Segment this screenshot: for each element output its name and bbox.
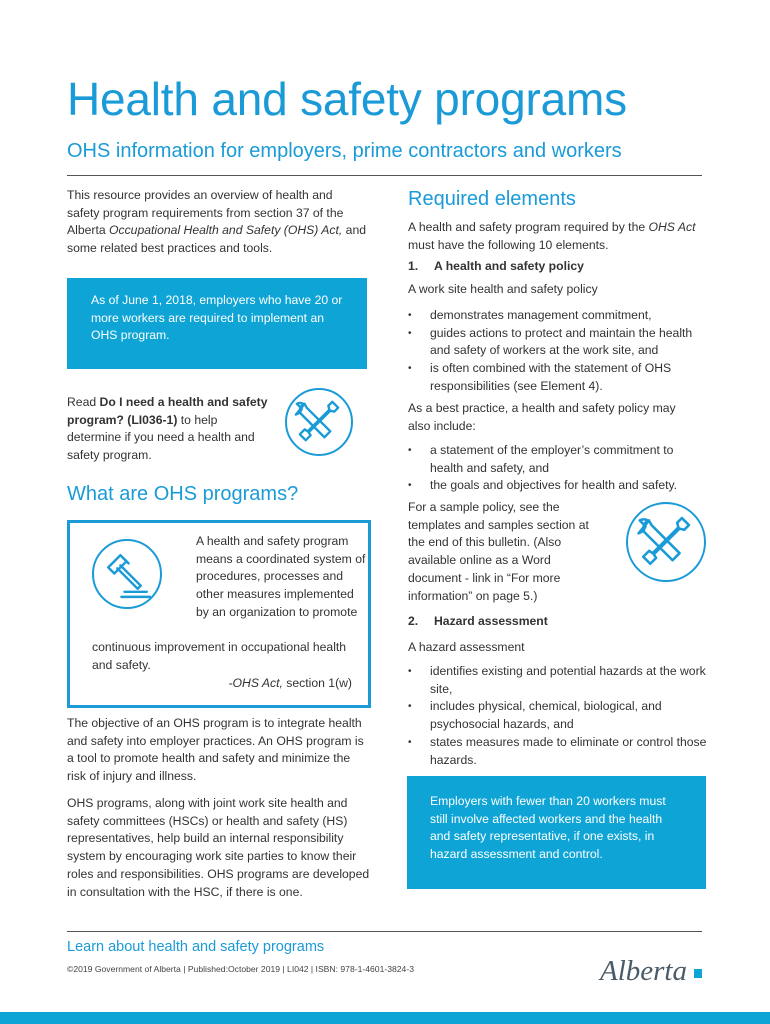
tools-icon bbox=[285, 388, 353, 456]
required-intro-end: must have the following 10 elements. bbox=[408, 237, 609, 252]
bottom-accent-bar bbox=[0, 1012, 770, 1024]
list-item: • a statement of the employer’s commitment to health and safety, and bbox=[408, 442, 708, 477]
alberta-logo bbox=[598, 950, 710, 990]
required-intro-act: OHS Act bbox=[648, 220, 696, 234]
list-item: • guides actions to protect and maintain the health and safety of workers at the work site, and bbox=[408, 325, 708, 360]
intro-act-name: Occupational Health and Safety (OHS) Act, bbox=[109, 223, 343, 238]
list-item: • includes physical, chemical, biological, and psychosocial hazards, and bbox=[408, 698, 708, 733]
list-item: • the goals and objectives for health and safety. bbox=[408, 477, 708, 495]
gavel-icon-graphic bbox=[94, 541, 159, 606]
required-intro bbox=[408, 219, 703, 254]
notice-box-small-employers bbox=[407, 776, 706, 889]
learn-more-link[interactable]: Learn about health and safety programs bbox=[67, 939, 325, 955]
best-practice-paragraph: As a best practice, a health and safety policy may also include: bbox=[408, 401, 676, 433]
element-1-heading bbox=[408, 259, 584, 273]
copyright-line: ©2019 Government of Alberta | Published:October 2019 | LI042 | ISBN: 978-1-4601-3824-3 bbox=[67, 964, 414, 974]
read-suffix: to help determine if you need a health and safety program. bbox=[67, 412, 255, 463]
element-1-number: 1. bbox=[408, 259, 419, 273]
section-heading-ohs-programs: What are OHS programs? bbox=[67, 483, 299, 505]
tools-icon-graphic bbox=[628, 504, 703, 579]
element-2-heading bbox=[408, 614, 548, 628]
read-document-link[interactable]: Do I need a health and safety program? (LI036-1) bbox=[67, 395, 268, 427]
intro-text: This resource provides an overview of health and safety program requirements from section 37 of the Alberta bbox=[67, 188, 344, 238]
hazard-lead: A hazard assessment bbox=[408, 640, 525, 654]
read-prefix: Read bbox=[67, 395, 100, 409]
page-title: Health and safety programs bbox=[67, 73, 627, 125]
alberta-logo-graphic bbox=[598, 950, 710, 990]
alberta-logo-wordmark: Alberta bbox=[600, 955, 687, 987]
list-item: • demonstrates management commitment, bbox=[408, 307, 708, 325]
sample-policy-paragraph: For a sample policy, see the templates and samples section at the end of this bulletin. (Also available online as a Word document - link in “For more information” on page 5.) bbox=[408, 500, 589, 603]
intro-paragraph bbox=[67, 187, 367, 258]
notice-box-employers bbox=[67, 278, 367, 369]
tools-icon bbox=[626, 502, 706, 582]
element-2-title: Hazard assessment bbox=[434, 614, 548, 628]
tools-icon-graphic bbox=[287, 390, 350, 453]
notice-text: As of June 1, 2018, employers who have 20 or more workers are required to implement an OHS program. bbox=[91, 293, 343, 343]
read-paragraph bbox=[67, 394, 272, 465]
notice-text: Employers with fewer than 20 workers must still involve affected workers and the health and safety representative, if one exists, in hazard assessment and control. bbox=[430, 794, 666, 862]
definition-source-section: section 1(w) bbox=[282, 676, 352, 690]
objective-paragraph: The objective of an OHS program is to integrate health and safety into employer practices. An OHS program is a tool to promote health and safety and minimize the risk of injury and illness. bbox=[67, 716, 364, 784]
page-subtitle: OHS information for employers, prime contractors and workers bbox=[67, 140, 622, 162]
section-heading-required-elements: Required elements bbox=[408, 188, 576, 210]
list-item: • is often combined with the statement of OHS responsibilities (see Element 4). bbox=[408, 360, 708, 395]
definition-text-continued: continuous improvement in occupational health and safety. bbox=[92, 640, 347, 672]
bottom-divider bbox=[67, 931, 702, 932]
programs-paragraph: OHS programs, along with joint work site health and safety committees (HSCs) or health and safety (HS) representatives, help build an internal responsibility system by encouraging work site parties to know their roles and responsibilities. OHS programs are developed in consultation with the HSC, if there is one. bbox=[67, 796, 370, 899]
element-2-number: 2. bbox=[408, 614, 419, 628]
definition-text: A health and safety program means a coordinated system of procedures, processes and other measures implemented by an organization to promote bbox=[196, 534, 366, 619]
best-practice-list bbox=[408, 442, 708, 495]
definition-source-act: -OHS Act, bbox=[228, 676, 283, 690]
element-1-title: A health and safety policy bbox=[434, 259, 584, 273]
policy-lead: A work site health and safety policy bbox=[408, 282, 598, 296]
policy-list bbox=[408, 307, 708, 396]
top-divider bbox=[67, 175, 702, 176]
list-item: • identifies existing and potential hazards at the work site, bbox=[408, 663, 708, 698]
hazard-list bbox=[408, 663, 708, 769]
gavel-icon bbox=[92, 539, 162, 609]
list-item: • states measures made to eliminate or control those hazards. bbox=[408, 734, 708, 769]
intro-text-end: and some related best practices and tools. bbox=[67, 223, 367, 256]
definition-source bbox=[229, 675, 353, 693]
definition-box bbox=[67, 520, 371, 708]
required-intro-text: A health and safety program required by the bbox=[408, 220, 649, 234]
